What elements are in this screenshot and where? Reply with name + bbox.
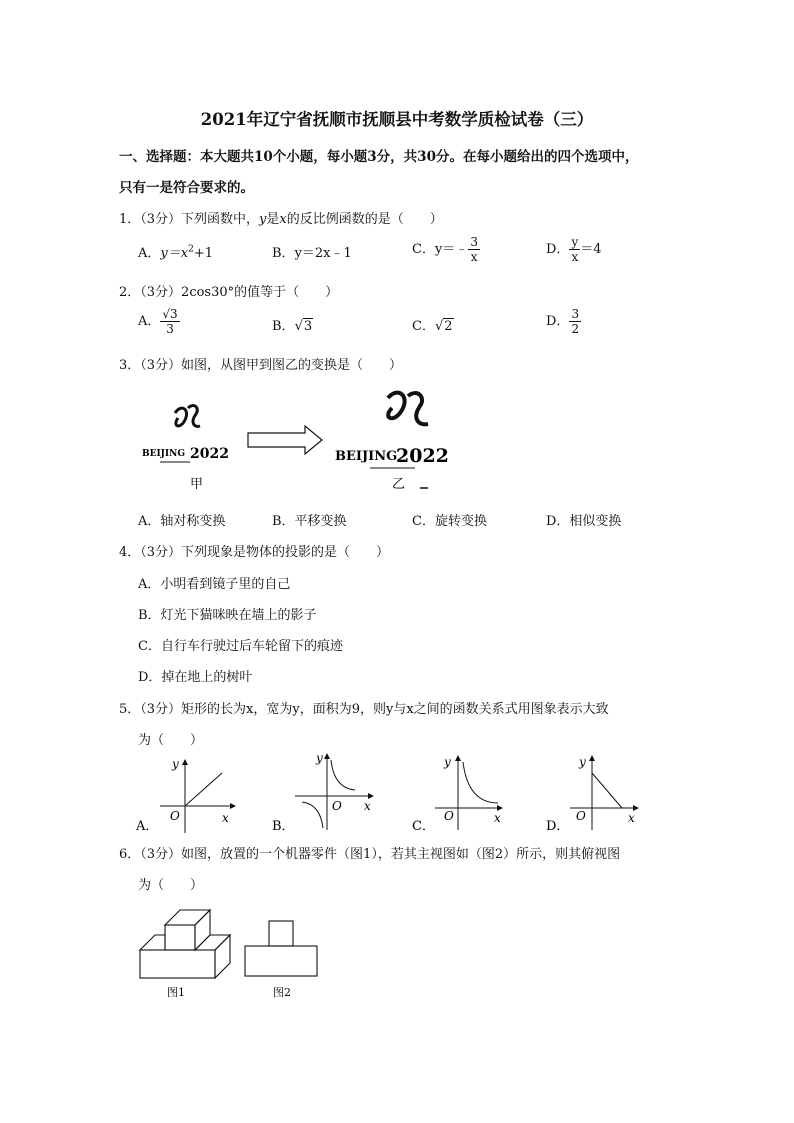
fig1-block-front <box>165 925 195 950</box>
figure-1-caption: 图1 <box>167 986 185 999</box>
graph-d-label: D． <box>546 819 570 834</box>
logo-left-glyph <box>175 406 200 427</box>
q3-option-b: B．平移变换 <box>272 514 347 529</box>
fig2-block <box>269 921 293 946</box>
q1-option-b <box>272 242 352 261</box>
graph-b-curve-lower <box>302 802 323 828</box>
q1-option-a-pre: y＝x <box>160 246 189 261</box>
q3-option-d: D．相似变换 <box>546 514 622 529</box>
q1-stem-prefix: 1．（3分）下列函数中， <box>119 212 260 227</box>
q2-option-c-label: C． <box>412 319 435 334</box>
figure-2-caption: 图2 <box>273 986 291 999</box>
q1-option-b-label: B． <box>272 246 295 261</box>
fig1-block-side <box>195 910 210 950</box>
q1-option-d-den: x <box>571 250 579 264</box>
q1-option-a-sup: 2 <box>188 244 194 255</box>
logo-left <box>142 406 229 462</box>
q2-option-d-num: 3 <box>571 307 580 321</box>
q1-option-a <box>138 242 213 261</box>
q5-graphs <box>130 748 670 838</box>
graph-b-origin: O <box>332 799 342 813</box>
fig2-base <box>245 946 317 976</box>
q1-var-x: x <box>279 212 287 227</box>
question-6-stem-line1: 6．（3分）如图，放置的一个机器零件（图1），若其主视图如（图2）所示，则其俯视图 <box>119 847 621 862</box>
graph-d-x-label: x <box>628 811 635 825</box>
logo-right-year: 2022 <box>396 445 449 467</box>
fig1-base-front <box>140 950 215 978</box>
q2-option-c: C．√2 <box>412 319 453 334</box>
question-1-stem <box>119 208 443 227</box>
q2-option-a-num: 3 <box>170 307 178 321</box>
q1-var-y: y <box>259 212 267 227</box>
fig1-base-top-left <box>140 935 165 950</box>
q4-option-d: D．掉在地上的树叶 <box>138 670 253 685</box>
graph-b-label: B． <box>272 819 295 834</box>
logo-right-glyph <box>388 393 428 425</box>
figure-2-front-view <box>245 921 317 976</box>
q2-option-c-rad: 2 <box>444 319 453 334</box>
caption-yi: 乙 <box>392 477 406 492</box>
q4-option-a: A．小明看到镜子里的自己 <box>138 577 291 592</box>
q3-option-a: A．轴对称变换 <box>138 514 226 529</box>
graph-b-x-label: x <box>364 799 371 813</box>
q1-stem-suffix: 的反比例函数的是（ ） <box>286 212 443 227</box>
q1-option-c-pre: y＝﹣ <box>434 242 469 257</box>
graph-c-label: C． <box>412 819 435 834</box>
question-4-stem: 4．（3分）下列现象是物体的投影的是（ ） <box>119 545 390 560</box>
logo-right-text: BEIJING <box>335 449 398 464</box>
q1-option-d-label: D． <box>546 242 570 257</box>
graph-c-origin: O <box>444 809 454 823</box>
logo-right <box>335 393 449 488</box>
graph-b <box>272 751 373 834</box>
q1-option-c-den: x <box>470 250 478 264</box>
arrow-shape <box>248 426 322 454</box>
graph-a-origin: O <box>170 809 180 823</box>
transform-arrow <box>248 426 322 454</box>
page-title: 2021年辽宁省抚顺市抚顺县中考数学质检试卷（三） <box>200 110 594 129</box>
graph-c-y-label: y <box>444 755 451 769</box>
q1-option-c <box>412 236 480 263</box>
graph-d-origin: O <box>576 809 586 823</box>
q2-option-d-label: D． <box>546 314 570 329</box>
question-2-stem: 2．（3分）2cos30°的值等于（ ） <box>119 285 339 300</box>
question-3-stem: 3．（3分）如图，从图甲到图乙的变换是（ ） <box>119 358 403 373</box>
q4-option-c: C．自行车行驶过后车轮留下的痕迹 <box>138 639 343 654</box>
q2-option-d-den: 2 <box>571 322 580 336</box>
graph-d-y-label: y <box>579 755 586 769</box>
q1-option-d <box>546 236 602 263</box>
q2-option-a-label: A． <box>138 314 161 329</box>
graph-a <box>135 757 235 834</box>
fig1-base-side <box>215 935 230 978</box>
graph-a-y-label: y <box>172 757 179 771</box>
graph-d-curve <box>592 773 622 808</box>
figure-1-part <box>140 910 230 978</box>
q2-option-a-den: 3 <box>166 322 174 336</box>
q2-option-b-rad: 3 <box>303 319 313 334</box>
q2-option-b-label: B． <box>272 319 295 334</box>
graph-b-curve-upper <box>331 760 355 790</box>
q1-option-a-post: +1 <box>193 246 213 261</box>
graph-a-x-label: x <box>222 811 229 825</box>
logo-left-year: 2022 <box>190 446 229 462</box>
q2-option-a: A． $\frac{√3}{3}$ <box>138 307 178 336</box>
logo-left-text: BEIJING <box>142 449 186 459</box>
q1-stem-mid: 是 <box>266 212 280 227</box>
q1-option-b-text: y＝2x﹣1 <box>294 246 352 261</box>
q2-option-d <box>546 308 581 335</box>
section-heading-line2: 只有一是符合要求的。 <box>119 180 254 196</box>
q2-option-b: B．√3 <box>272 319 313 334</box>
caption-jia: 甲 <box>190 477 204 492</box>
question-6-stem-line2: 为（ ） <box>138 878 204 893</box>
graph-b-y-label: y <box>316 751 323 765</box>
q1-option-d-post: ＝4 <box>580 242 602 257</box>
q1-option-d-num: y <box>571 235 579 249</box>
graph-d <box>546 755 638 834</box>
graph-a-label: A． <box>136 819 159 834</box>
q3-option-c: C．旋转变换 <box>412 514 487 529</box>
q1-option-a-label: A． <box>138 246 161 261</box>
q1-option-c-label: C． <box>412 242 435 257</box>
graph-c-x-label: x <box>494 811 501 825</box>
q4-option-b: B．灯光下猫咪映在墙上的影子 <box>138 608 317 623</box>
question-5-stem-line1: 5．（3分）矩形的长为x，宽为y，面积为9，则y与x之间的函数关系式用图象表示大致 <box>119 702 609 717</box>
question-5-stem-line2: 为（ ） <box>138 733 204 748</box>
graph-a-curve <box>185 773 222 806</box>
graph-c <box>412 755 502 834</box>
q3-figure <box>130 388 460 498</box>
fig1-base-top-right <box>195 935 230 950</box>
q1-option-c-num: 3 <box>470 235 478 249</box>
section-heading-line1: 一、选择题：本大题共10个小题，每小题3分，共30分。在每小题给出的四个选项中， <box>119 149 639 165</box>
graph-c-curve <box>463 762 498 803</box>
q6-figures <box>130 898 340 1003</box>
